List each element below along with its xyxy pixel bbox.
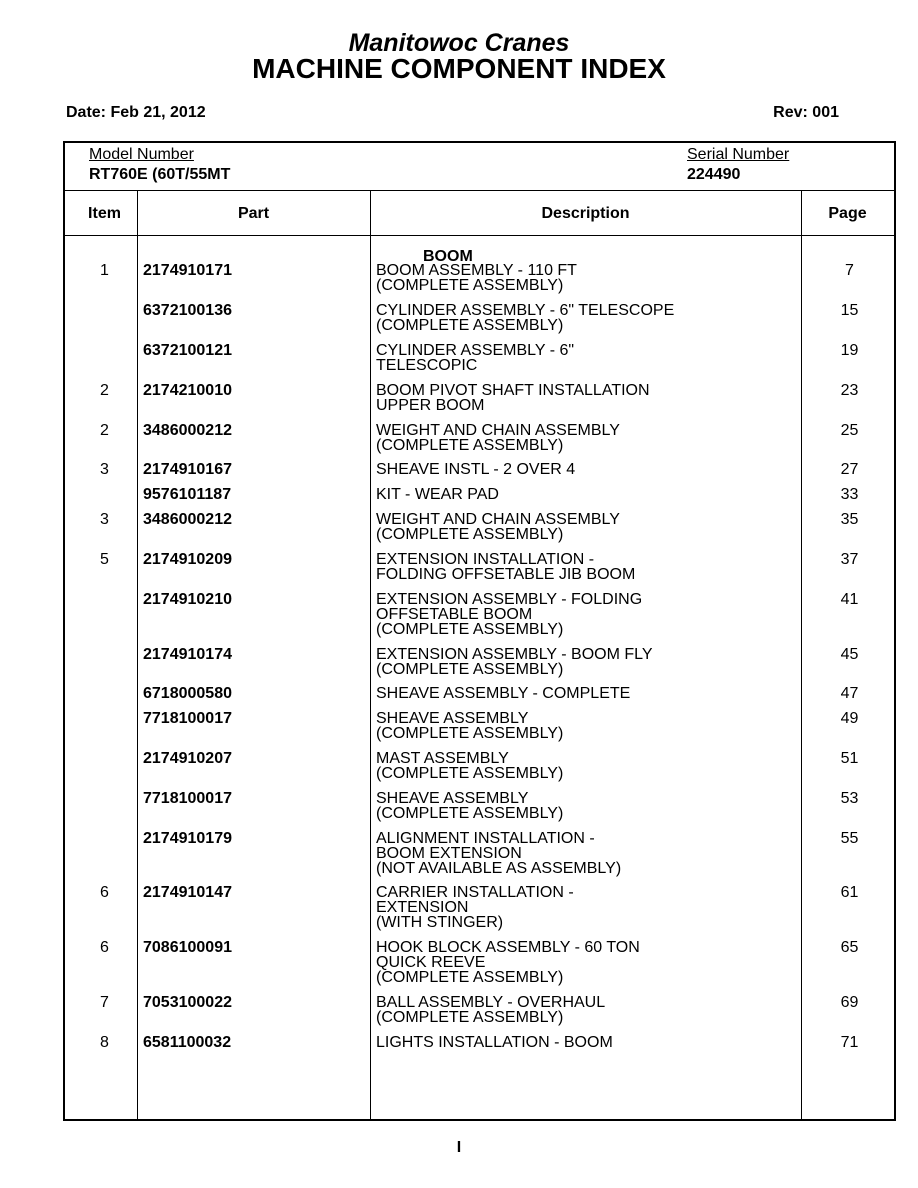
- row-part-number: 2174910209: [143, 551, 232, 568]
- description-line: CYLINDER ASSEMBLY - 6" TELESCOPE: [376, 302, 675, 319]
- description-line: TELESCOPIC: [376, 357, 478, 374]
- page-number: I: [456, 1139, 462, 1156]
- description-line: UPPER BOOM: [376, 397, 485, 414]
- row-part-number: 7086100091: [143, 939, 232, 956]
- description-line: BOOM ASSEMBLY - 110 FT: [376, 262, 577, 279]
- row-part-number: 6718000580: [143, 685, 232, 702]
- row-part-number: 2174910207: [143, 750, 232, 767]
- row-description: [376, 1035, 796, 1050]
- row-page-number: 27: [840, 461, 859, 478]
- row-part-number: 6372100121: [143, 342, 232, 359]
- description-line: (COMPLETE ASSEMBLY): [376, 725, 564, 742]
- description-line: MAST ASSEMBLY: [376, 750, 509, 767]
- row-item-number: 8: [100, 1034, 109, 1051]
- document-date: Date: Feb 21, 2012: [66, 104, 206, 121]
- description-line: BOOM EXTENSION: [376, 845, 522, 862]
- description-line: FOLDING OFFSETABLE JIB BOOM: [376, 566, 636, 583]
- column-header-item: Item: [88, 205, 121, 222]
- description-line: WEIGHT AND CHAIN ASSEMBLY: [376, 511, 620, 528]
- row-item-number: 6: [100, 884, 109, 901]
- description-line: BALL ASSEMBLY - OVERHAUL: [376, 994, 606, 1011]
- row-page-number: 65: [840, 939, 859, 956]
- row-part-number: 2174910174: [143, 646, 232, 663]
- description-line: SHEAVE ASSEMBLY: [376, 790, 529, 807]
- row-description: [376, 552, 796, 582]
- row-item-number: 2: [100, 422, 109, 439]
- description-line: QUICK REEVE: [376, 954, 486, 971]
- row-description: [376, 343, 796, 373]
- row-page-number: 61: [840, 884, 859, 901]
- row-item-number: 1: [100, 262, 109, 279]
- row-item-number: 3: [100, 511, 109, 528]
- row-part-number: 2174910167: [143, 461, 232, 478]
- row-description: [376, 686, 796, 701]
- description-line: OFFSETABLE BOOM: [376, 606, 533, 623]
- description-line: (COMPLETE ASSEMBLY): [376, 969, 564, 986]
- row-page-number: 23: [840, 382, 859, 399]
- header-divider: [65, 235, 894, 236]
- row-description: [376, 791, 796, 821]
- serial-number-value: 224490: [687, 166, 741, 183]
- row-page-number: 19: [840, 342, 859, 359]
- row-item-number: 5: [100, 551, 109, 568]
- row-description: [376, 751, 796, 781]
- description-line: (COMPLETE ASSEMBLY): [376, 437, 564, 454]
- row-part-number: 7053100022: [143, 994, 232, 1011]
- row-description: [376, 995, 796, 1025]
- row-description: [376, 512, 796, 542]
- row-description: [376, 940, 796, 985]
- row-description: [376, 487, 796, 502]
- description-line: ALIGNMENT INSTALLATION -: [376, 830, 595, 847]
- description-line: (COMPLETE ASSEMBLY): [376, 621, 564, 638]
- row-description: [376, 383, 796, 413]
- description-line: EXTENSION ASSEMBLY - BOOM FLY: [376, 646, 653, 663]
- row-page-number: 53: [840, 790, 859, 807]
- description-line: SHEAVE INSTL - 2 OVER 4: [376, 461, 576, 478]
- model-number-label: Model Number: [89, 146, 194, 163]
- description-line: SHEAVE ASSEMBLY: [376, 710, 529, 727]
- row-part-number: 2174910179: [143, 830, 232, 847]
- row-description: [376, 831, 796, 876]
- column-header-part: Part: [237, 205, 270, 222]
- row-part-number: 7718100017: [143, 710, 232, 727]
- description-line: (COMPLETE ASSEMBLY): [376, 661, 564, 678]
- row-item-number: 6: [100, 939, 109, 956]
- row-page-number: 45: [840, 646, 859, 663]
- row-part-number: 2174910171: [143, 262, 232, 279]
- row-part-number: 2174910147: [143, 884, 232, 901]
- item-column-divider: [137, 190, 138, 1119]
- row-part-number: 6372100136: [143, 302, 232, 319]
- row-description: [376, 711, 796, 741]
- description-line: EXTENSION INSTALLATION -: [376, 551, 595, 568]
- row-part-number: 2174910210: [143, 591, 232, 608]
- row-page-number: 37: [840, 551, 859, 568]
- info-divider: [65, 190, 894, 191]
- row-description: [376, 303, 796, 333]
- description-line: HOOK BLOCK ASSEMBLY - 60 TON: [376, 939, 640, 956]
- row-description: [376, 263, 796, 293]
- row-description: [376, 423, 796, 453]
- row-page-number: 35: [840, 511, 859, 528]
- row-page-number: 7: [845, 262, 854, 279]
- company-name: Manitowoc Cranes: [348, 29, 570, 57]
- description-line: (COMPLETE ASSEMBLY): [376, 277, 564, 294]
- row-description: [376, 592, 796, 637]
- description-line: (COMPLETE ASSEMBLY): [376, 805, 564, 822]
- row-part-number: 7718100017: [143, 790, 232, 807]
- description-line: LIGHTS INSTALLATION - BOOM: [376, 1034, 613, 1051]
- row-part-number: 2174210010: [143, 382, 232, 399]
- description-line: (WITH STINGER): [376, 914, 504, 931]
- row-item-number: 2: [100, 382, 109, 399]
- row-item-number: 7: [100, 994, 109, 1011]
- serial-number-label: Serial Number: [687, 146, 790, 163]
- row-page-number: 71: [840, 1034, 859, 1051]
- row-page-number: 15: [840, 302, 859, 319]
- description-line: SHEAVE ASSEMBLY - COMPLETE: [376, 685, 631, 702]
- description-line: (COMPLETE ASSEMBLY): [376, 765, 564, 782]
- row-part-number: 9576101187: [143, 486, 232, 503]
- row-page-number: 25: [840, 422, 859, 439]
- row-item-number: 3: [100, 461, 109, 478]
- description-line: CYLINDER ASSEMBLY - 6": [376, 342, 575, 359]
- row-part-number: 3486000212: [143, 422, 232, 439]
- row-description: [376, 462, 796, 477]
- part-column-divider: [370, 190, 371, 1119]
- row-part-number: 3486000212: [143, 511, 232, 528]
- component-index-table: [63, 141, 896, 1121]
- document-revision: Rev: 001: [773, 104, 839, 121]
- description-line: (COMPLETE ASSEMBLY): [376, 1009, 564, 1026]
- row-part-number: 6581100032: [143, 1034, 232, 1051]
- row-page-number: 69: [840, 994, 859, 1011]
- row-page-number: 33: [840, 486, 859, 503]
- column-header-description: Description: [541, 205, 630, 222]
- row-page-number: 41: [840, 591, 859, 608]
- row-page-number: 49: [840, 710, 859, 727]
- row-description: [376, 885, 796, 930]
- model-number-value: RT760E (60T/55MT: [89, 166, 231, 183]
- description-line: (NOT AVAILABLE AS ASSEMBLY): [376, 860, 622, 877]
- description-line: CARRIER INSTALLATION -: [376, 884, 574, 901]
- description-line: (COMPLETE ASSEMBLY): [376, 317, 564, 334]
- description-line: EXTENSION: [376, 899, 469, 916]
- row-page-number: 55: [840, 830, 859, 847]
- description-line: KIT - WEAR PAD: [376, 486, 499, 503]
- description-line: EXTENSION ASSEMBLY - FOLDING: [376, 591, 643, 608]
- description-line: BOOM PIVOT SHAFT INSTALLATION: [376, 382, 650, 399]
- description-line: (COMPLETE ASSEMBLY): [376, 526, 564, 543]
- column-header-page: Page: [828, 205, 867, 222]
- section-title: BOOM: [423, 248, 473, 265]
- description-line: WEIGHT AND CHAIN ASSEMBLY: [376, 422, 620, 439]
- row-description: [376, 647, 796, 677]
- document-title: MACHINE COMPONENT INDEX: [252, 53, 666, 84]
- row-page-number: 47: [840, 685, 859, 702]
- row-page-number: 51: [840, 750, 859, 767]
